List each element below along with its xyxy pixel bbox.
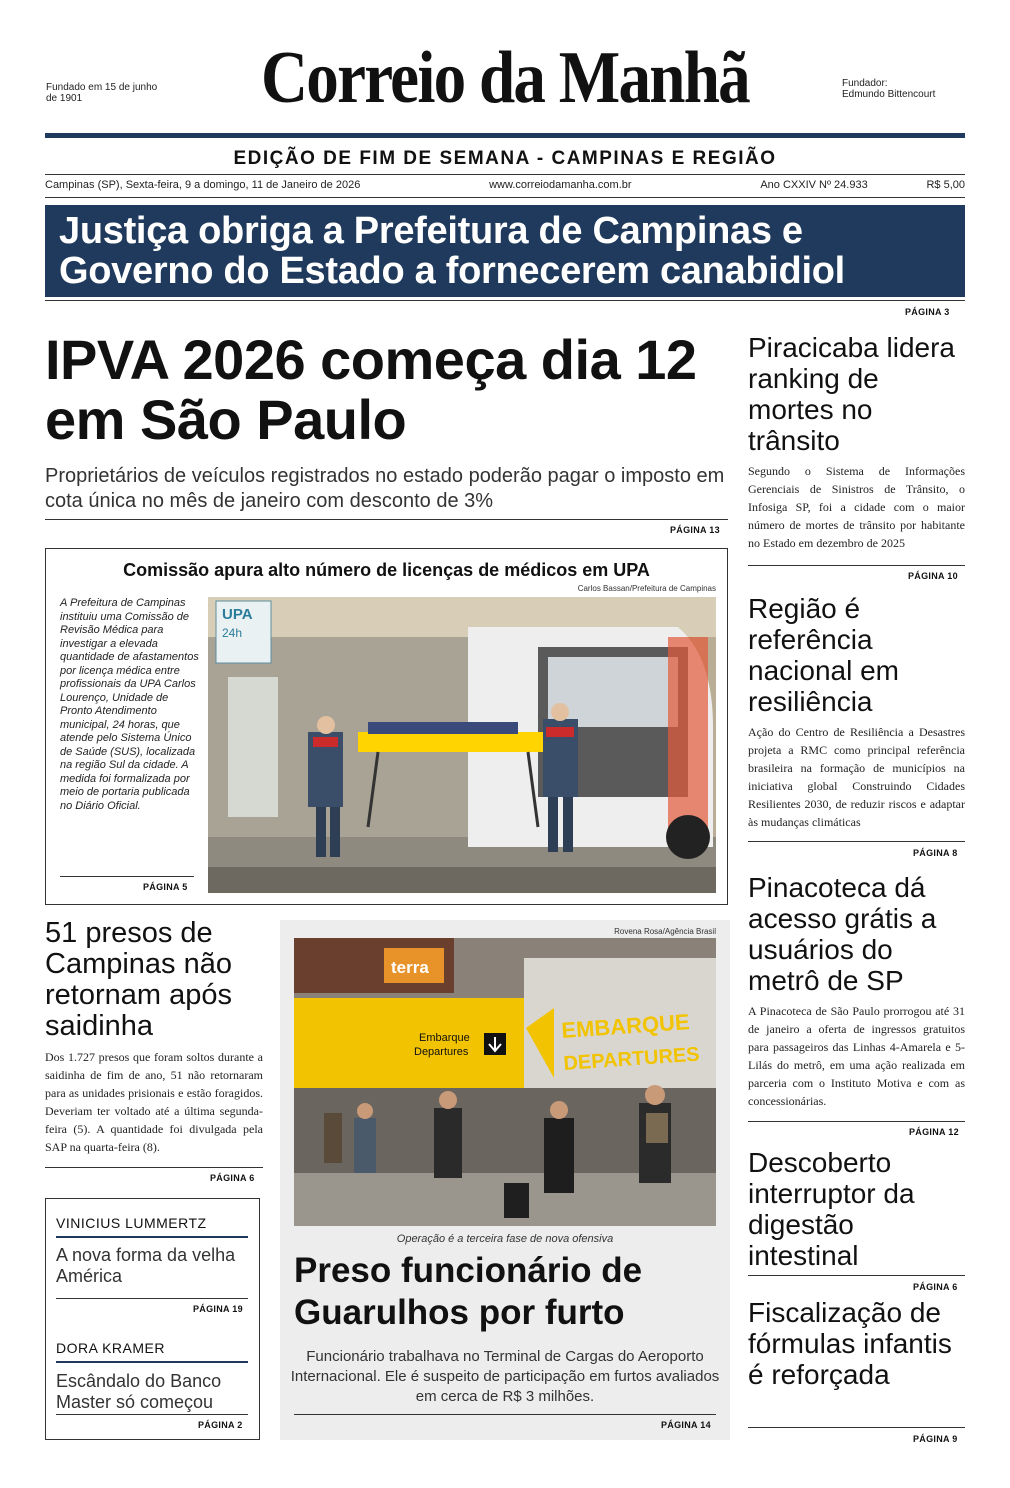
edition-label: EDIÇÃO DE FIM DE SEMANA - CAMPINAS E REGIÃO (233, 148, 777, 169)
divider (45, 197, 965, 198)
divider (45, 1167, 263, 1168)
divider (56, 1414, 248, 1415)
top-banner-story[interactable] (45, 205, 965, 297)
page-ref-lummertz[interactable]: PÁGINA 19 (193, 1304, 243, 1314)
story-body-piracicaba: Segundo o Sistema de Informações Gerenciais de Sinistros de Trânsito, o Infosiga SP, foi a cidade com o maior número de mortes de trânsito por habitante no Estado em dezembro de 2025 (748, 464, 965, 550)
main-deck: Proprietários de veículos registrados no estado poderão pagar o imposto em cota única no mês de janeiro com desconto de 3% (45, 465, 725, 512)
divider (45, 300, 965, 301)
photo-story-page-ref[interactable]: PÁGINA 5 (143, 882, 188, 892)
photo-story-caption: A Prefeitura de Campinas instituiu uma Comissão de Revisão Médica para investigar a elevada quantidade de afastamentos por licença médica entre profissionais da UPA Carlos Lourenço, Unidade de Pronto Atendimento municipal, 24 horas, que atende pelo Sistema Único de Saúde (SUS), localizada na região Sul da cidade. A medida foi formalizada por meio de portaria publicada no Diário Oficial. (60, 597, 199, 812)
story-headline-piracicaba[interactable]: Piracicaba lidera ranking de mortes no trânsito (748, 332, 955, 456)
page-ref-digestao[interactable]: PÁGINA 6 (913, 1282, 958, 1292)
page-ref-piracicaba[interactable]: PÁGINA 10 (908, 571, 958, 581)
photo-story-headline[interactable]: Comissão apura alto número de licenças de médicos em UPA (123, 560, 650, 580)
story-headline-digestao[interactable]: Descoberto interruptor da digestão intestinal (748, 1147, 915, 1271)
divider (45, 174, 965, 175)
divider (748, 841, 965, 842)
divider (56, 1236, 248, 1238)
story-headline-resiliencia[interactable]: Região é referência nacional em resiliência (748, 593, 899, 717)
main-headline[interactable]: IPVA 2026 começa dia 12 em São Paulo (45, 328, 697, 451)
big-embarque-sign: EMBARQUE (560, 1009, 691, 1043)
upa-24h-sign: 24h (222, 626, 243, 640)
column-title-lummertz[interactable]: A nova forma da velha América (56, 1245, 236, 1286)
departures-sign: Departures (414, 1046, 469, 1058)
photo-credit: Carlos Bassan/Prefeitura de Campinas (577, 584, 716, 593)
column-title-kramer[interactable]: Escândalo do Banco Master só começou (56, 1371, 222, 1412)
divider (45, 519, 728, 520)
divider (748, 1427, 965, 1428)
issue-number: Ano CXXIV Nº 24.933 (760, 179, 868, 191)
divider (56, 1298, 248, 1299)
feature-photo-credit: Rovena Rosa/Agência Brasil (614, 927, 716, 936)
feature-photo-caption: Operação é a terceira fase de nova ofensiva (396, 1233, 614, 1245)
masthead-rule (45, 133, 965, 138)
divider (60, 876, 194, 877)
banner-headline: Justiça obriga a Prefeitura de Campinas e Governo do Estado a fornecerem canabidiol (59, 210, 845, 292)
founded-note: Fundado em 15 de junho de 1901 (46, 82, 158, 104)
columnist-name-kramer: DORA KRAMER (56, 1340, 165, 1356)
feature-headline[interactable]: Preso funcionário de Guarulhos por furto (294, 1251, 643, 1332)
page-ref-kramer[interactable]: PÁGINA 2 (198, 1420, 243, 1430)
story-headline-pinacoteca[interactable]: Pinacoteca dá acesso grátis a usuários do metrô de SP (748, 872, 937, 996)
ambulance-photo (208, 597, 716, 893)
big-departures-sign: DEPARTURES (562, 1043, 701, 1075)
airport-photo (294, 938, 716, 1226)
founder-note (842, 78, 972, 100)
price: R$ 5,00 (926, 179, 965, 191)
main-page-ref[interactable]: PÁGINA 13 (670, 525, 720, 535)
dateline-bar (45, 179, 965, 191)
divider (748, 1275, 965, 1276)
founder-name: Edmundo Bittencourt (842, 89, 936, 100)
divider (748, 565, 965, 566)
columnist-name-lummertz: VINICIUS LUMMERTZ (56, 1215, 207, 1231)
page-ref-formulas[interactable]: PÁGINA 9 (913, 1434, 958, 1444)
page-ref-resiliencia[interactable]: PÁGINA 8 (913, 848, 958, 858)
feature-page-ref[interactable]: PÁGINA 14 (661, 1420, 711, 1430)
page-ref-presos[interactable]: PÁGINA 6 (210, 1173, 255, 1183)
divider (294, 1414, 716, 1415)
embarque-sign: Embarque (419, 1032, 470, 1044)
divider (56, 1361, 248, 1363)
founder-label: Fundador: (842, 78, 888, 89)
story-body-resiliencia: Ação do Centro de Resiliência a Desastres projeta a RMC como principal referência brasileira na formação de municípios na iniciativa global Construindo Cidades Resilientes 2030, de reduzir riscos e adaptar às mudanças climáticas (748, 725, 965, 829)
banner-page-ref[interactable]: PÁGINA 3 (905, 307, 950, 317)
divider (748, 1121, 965, 1122)
terra-sign: terra (391, 958, 429, 977)
website-link[interactable]: www.correiodamanha.com.br (489, 179, 632, 191)
dateline: Campinas (SP), Sexta-feira, 9 a domingo, 11 de Janeiro de 2026 (45, 179, 361, 191)
page-ref-pinacoteca[interactable]: PÁGINA 12 (909, 1127, 959, 1137)
story-headline-presos[interactable]: 51 presos de Campinas não retornam após saidinha (45, 917, 232, 1042)
story-headline-formulas[interactable]: Fiscalização de fórmulas infantis é reforçada (748, 1297, 952, 1390)
upa-sign: UPA (222, 606, 253, 623)
newspaper-logo[interactable]: Correio da Manhã (261, 37, 749, 119)
story-body-pinacoteca: A Pinacoteca de São Paulo prorrogou até 31 de janeiro a oferta de ingressos gratuitos para passageiros das Linhas 4-Amarela e 5-Lilás do metrô, em uma ação realizada em parceria com o Instituto Motiva e com as concessionárias. (748, 1004, 965, 1108)
story-body-presos: Dos 1.727 presos que foram soltos durante a saidinha de fim de ano, 51 não retornaram para as unidades prisionais e estão foragidos. Deveriam ter voltado até a última segunda-feira (5). A quantidade foi divulgada pela SAP na quarta-feira (8). (45, 1050, 263, 1154)
feature-deck: Funcionário trabalhava no Terminal de Cargas do Aeroporto Internacional. Ele é suspeito de participação em furtos avaliados em cerca de R$ 3 milhões. (290, 1348, 720, 1405)
